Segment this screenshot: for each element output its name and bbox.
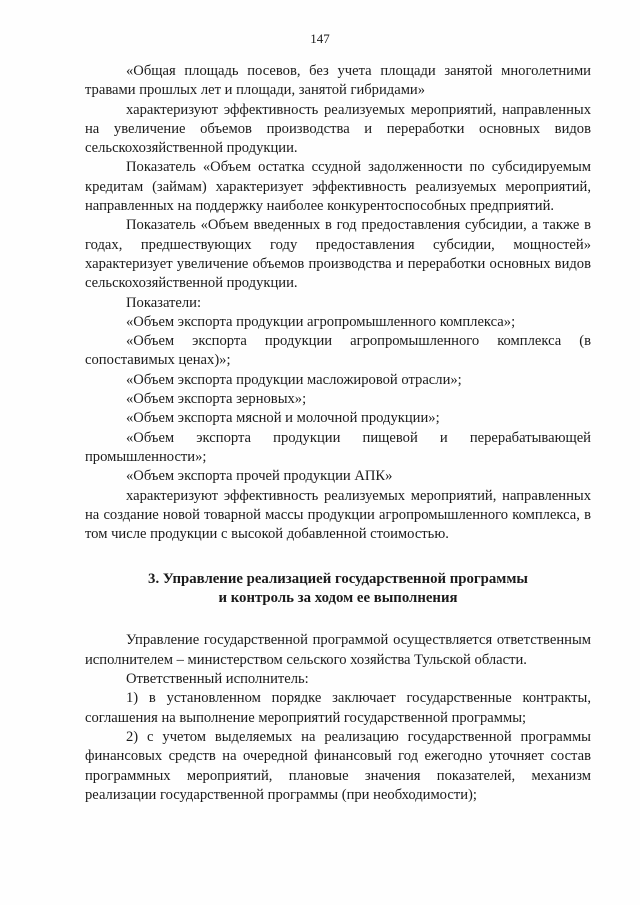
page-number: 147 [310, 31, 330, 46]
list-item-export-food-processing: «Объем экспорта продукции пищевой и перерабатывающей промышленности»; [85, 429, 591, 465]
list-item-export-agro-comparable: «Объем экспорта продукции агропромышленного комплекса (в сопоставимых ценах)»; [85, 333, 591, 369]
section-heading-line-1: 3. Управление реализацией государственной программы [148, 571, 528, 588]
document-body [85, 62, 591, 805]
list-item-export-other: «Объем экспорта прочей продукции АПК» [126, 468, 393, 485]
paragraph-responsible-executor: Ответственный исполнитель: [126, 671, 309, 688]
list-item-contracts: 1) в установленном порядке заключает государственные контракты, соглашения на выполнение мероприятий государственной программы; [85, 690, 591, 726]
paragraph-total-sown-area: «Общая площадь посевов, без учета площади занятой многолетними травами прошлых лет и площади, занятой гибридами» [85, 63, 591, 99]
paragraph-loan-balance: Показатель «Объем остатка ссудной задолженности по субсидируемым кредитам (займам) характеризует эффективность реализуемых мероприятий, направленных на поддержку наиболее конкурентоспособных предприятий. [85, 159, 591, 215]
paragraph-efficiency-production: характеризуют эффективность реализуемых мероприятий, направленных на увеличение объемов производства и переработки основных видов сельскохозяйственной продукции. [85, 101, 591, 157]
paragraph-efficiency-new-goods: характеризуют эффективность реализуемых мероприятий, направленных на создание новой товарной массы продукции агропромышленного комплекса, в том числе продукции с высокой добавленной стоимостью. [85, 487, 591, 543]
list-item-export-agro: «Объем экспорта продукции агропромышленного комплекса»; [126, 313, 516, 330]
paragraph-capacities: Показатель «Объем введенных в год предоставления субсидии, а также в годах, предшествующих году предоставления субсидии, мощностей» характеризует увеличение объемов производства и переработки основных видов сельскохозяйственной продукции. [85, 217, 591, 292]
list-item-budget-adjustment: 2) с учетом выделяемых на реализацию государственной программы финансовых средств на очередной финансовый год ежегодно уточняет состав программных мероприятий, плановые значения показателей, механизм реализации государственной программы (при необходимости); [85, 728, 591, 803]
paragraph-program-management: Управление государственной программой осуществляется ответственным исполнителем – министерством сельского хозяйства Тульской области. [85, 632, 591, 668]
list-item-export-grain: «Объем экспорта зерновых»; [126, 391, 307, 408]
section-heading [85, 570, 591, 608]
list-item-export-oil-fat: «Объем экспорта продукции масложировой отрасли»; [126, 371, 462, 388]
section-heading-line-2: и контроль за ходом ее выполнения [218, 590, 458, 607]
list-item-export-meat-dairy: «Объем экспорта мясной и молочной продукции»; [126, 410, 440, 427]
paragraph-indicators-label: Показатели: [126, 294, 202, 311]
